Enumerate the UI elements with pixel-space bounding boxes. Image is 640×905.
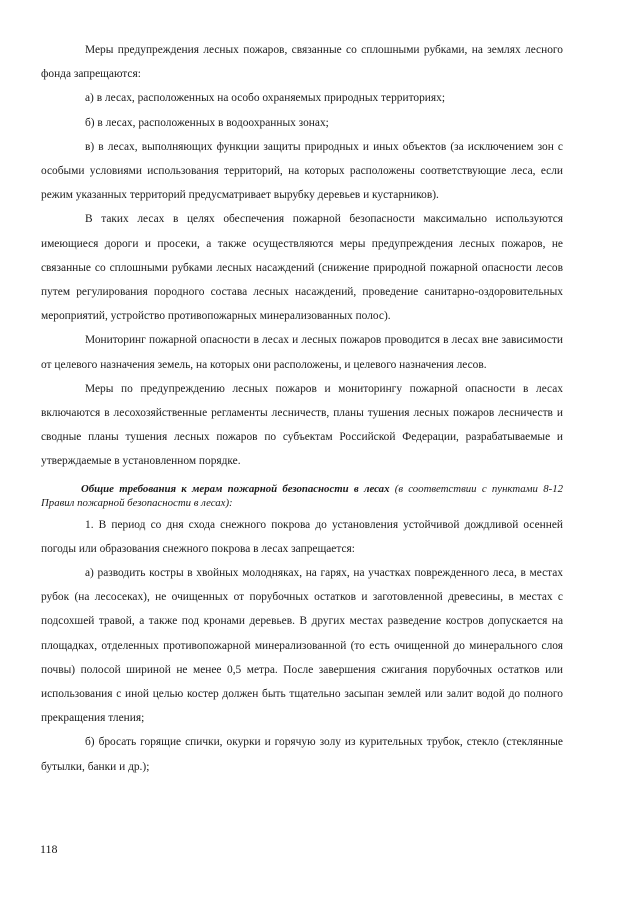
paragraph: б) бросать горящие спички, окурки и горячую золу из курительных трубок, стекло (стеклянные бутылки, банки и др.);	[41, 736, 563, 773]
paragraph: а) в лесах, расположенных на особо охраняемых природных территориях;	[85, 92, 445, 105]
paragraph: в) в лесах, выполняющих функции защиты природных и иных объектов (за исключением зон с особыми условиями использования территорий, на которых расположены соответствующие леса, если режим указанных территорий предусматривает вырубку деревьев и кустарников).	[41, 140, 563, 202]
document-page	[41, 38, 563, 779]
paragraph: а) разводить костры в хвойных молодняках, на гарях, на участках поврежденного леса, в местах рубок (на лесосеках), не очищенных от порубочных остатков и заготовленной древесины, в местах с подсохшей травой, а также под кронами деревьев. В других местах разведение костров допускается на площадках, отделенных противопожарной минерализованной (то есть очищенной до минерального слоя почвы) полосой шириной не менее 0,5 метра. После завершения сжигания порубочных остатков или использования с иной целью костер должен быть тщательно засыпан землей или залит водой до полного прекращения тления;	[41, 567, 563, 725]
paragraph: Мониторинг пожарной опасности в лесах и лесных пожаров проводится в лесах вне зависимости от целевого назначения земель, на которых они расположены, и целевого назначения лесов.	[41, 334, 563, 371]
section-heading	[41, 482, 563, 511]
paragraph: 1. В период со дня схода снежного покрова до установления устойчивой дождливой осенней погоды или образования снежного покрова в лесах запрещается:	[41, 518, 563, 555]
section-heading-note: (в соответствии с пунктами 8-12 Правил пожарной безопасности в лесах):	[41, 482, 563, 510]
page-number: 118	[40, 842, 58, 856]
paragraph: Меры по предупреждению лесных пожаров и мониторингу пожарной опасности в лесах включаются в лесохозяйственные регламенты лесничеств, планы тушения лесных пожаров лесничеств и сводные планы тушения лесных пожаров по субъектам Российской Федерации, разрабатываемые и утверждаемые в установленном порядке.	[41, 382, 563, 468]
section-heading-bold: Общие требования к мерам пожарной безопасности в лесах	[81, 482, 390, 495]
paragraph: б) в лесах, расположенных в водоохранных зонах;	[85, 116, 329, 129]
paragraph: В таких лесах в целях обеспечения пожарной безопасности максимально используются имеющиеся дороги и просеки, а также осуществляются меры предупреждения лесных пожаров, не связанные со сплошными рубками лесных насаждений (снижение природной пожарной опасности лесов путем регулирования породного состава лесных насаждений, проведение санитарно-оздоровительных мероприятий, устройство противопожарных минерализованных полос).	[41, 213, 563, 323]
paragraph: Меры предупреждения лесных пожаров, связанные со сплошными рубками, на землях лесного фонда запрещаются:	[41, 44, 563, 81]
